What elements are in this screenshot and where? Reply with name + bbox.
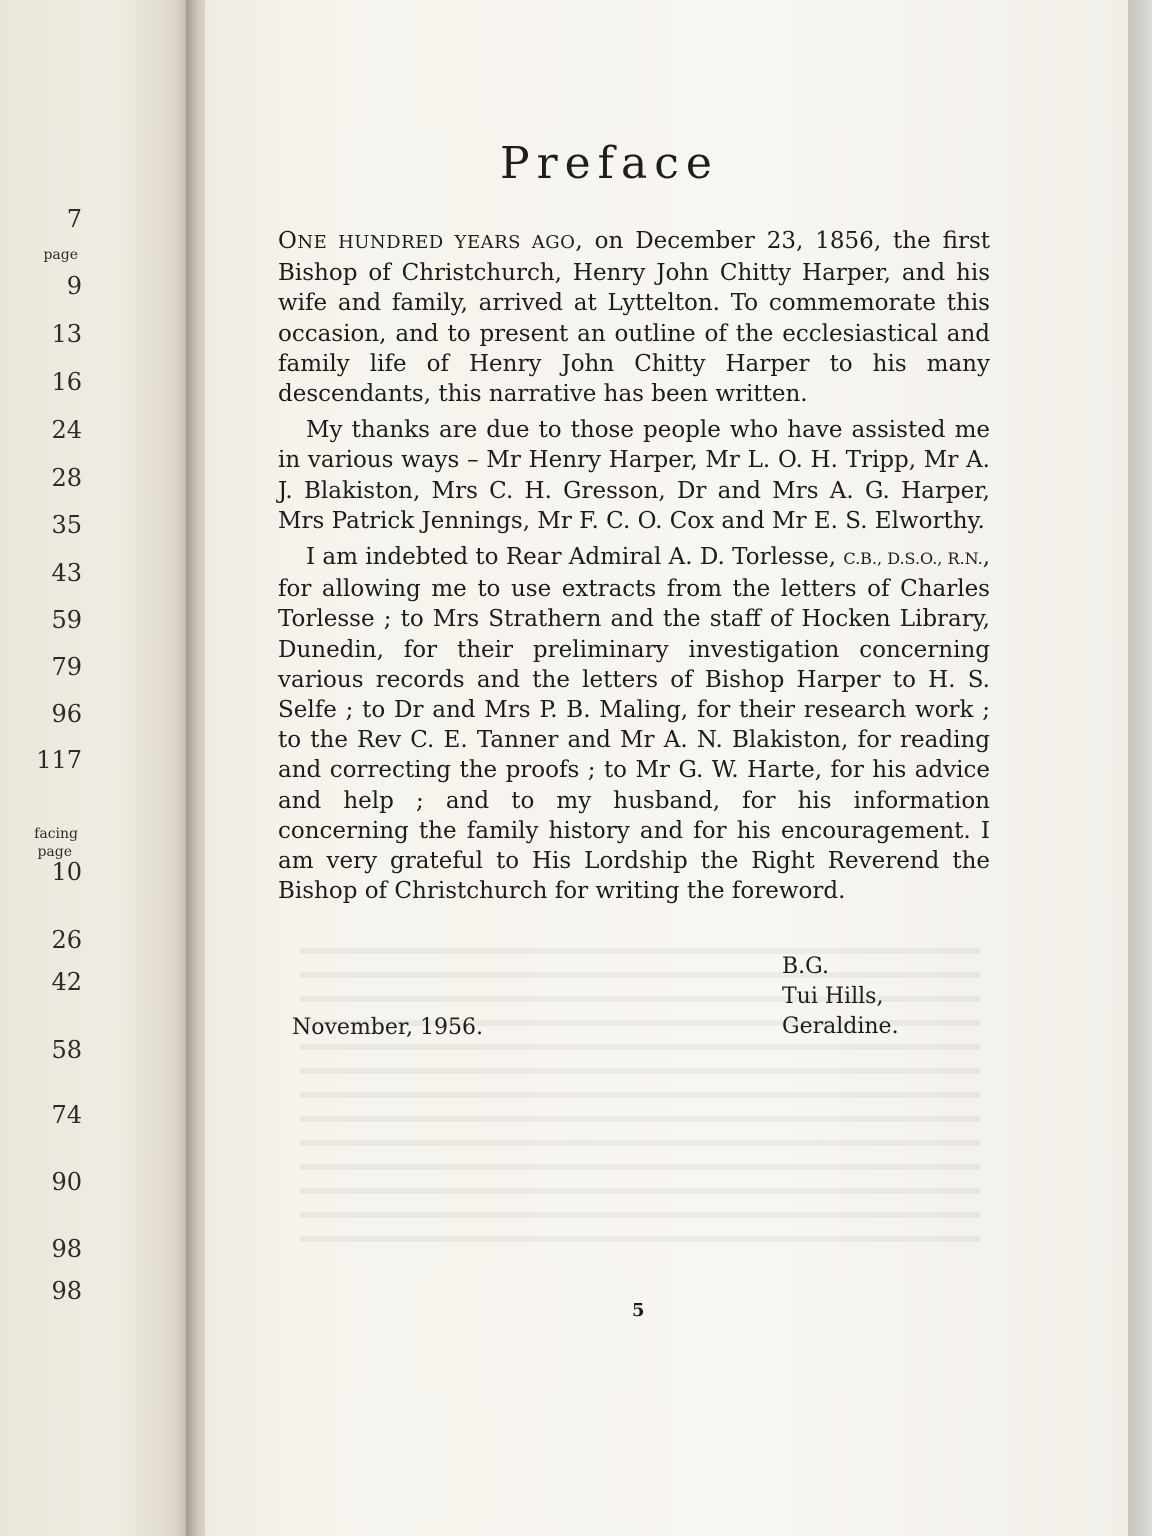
paragraph-1 [278,226,990,409]
contents-number: 24 [51,416,82,444]
contents-number: 16 [51,368,82,396]
preface-date: November, 1956. [292,1015,483,1040]
paragraph-3 [278,542,990,906]
contents-number: 79 [51,653,82,681]
plate-number: 90 [51,1168,82,1196]
contents-number: 9 [66,272,82,300]
contents-page-numbers [0,0,82,1536]
plate-number: 26 [51,926,82,954]
contents-number: 28 [51,464,82,492]
signature-town: Geraldine. [782,1014,899,1039]
facing-page-label: page [37,844,72,860]
preface-body [278,226,990,912]
signature-block [782,952,899,1042]
background-surface [1128,0,1152,1536]
signature-place: Tui Hills, [782,984,884,1009]
honours-small-caps: C.B., D.S.O., R.N. [843,549,983,569]
plate-number: 98 [51,1277,82,1305]
contents-number: 117 [36,746,82,774]
plate-number: 74 [51,1101,82,1129]
paragraph-2: My thanks are due to those people who have assisted me in various ways – Mr Henry Harper, Mr L. O. H. Tripp, Mr A. J. Blakiston, Mrs C. H. Gresson, Dr and Mrs A. G. Harper, Mrs Patrick Jennings, Mr F. C. O. Cox and Mr E. S. Elworthy. [278,417,990,534]
plate-number: 42 [51,968,82,996]
signature-initials: B.G. [782,954,829,979]
contents-number: 13 [51,320,82,348]
contents-number: 7 [66,205,82,233]
contents-number: 59 [51,606,82,634]
small-caps-opening [278,228,576,254]
contents-number: 43 [51,559,82,587]
plate-number: 58 [51,1036,82,1064]
opening-small-caps: NE HUNDRED YEARS AGO [297,232,576,253]
page-label: page [43,247,78,263]
paragraph-3-text: , for allowing me to use extracts from the letters of Charles Torlesse ; to Mrs Strathern and the staff of Hocken Library, Dunedin, for their preliminary investigation concerning various records and the letters of Bishop Harper to H. S. Selfe ; to Dr and Mrs P. B. Maling, for their research work ; to the Rev C. E. Tanner and Mr A. N. Blakiston, for reading and correcting the proofs ; to Mr G. W. Harte, for his advice and help ; and to my husband, for his information concerning the family history and for his encouragement. I am very grateful to His Lordship the Right Reverend the Bishop of Christchurch for writing the foreword. [278,544,990,905]
paragraph-3-start: I am indebted to Rear Admiral A. D. Torlesse, [306,544,844,571]
plate-number: 10 [51,858,82,886]
facing-label: facing [34,826,78,842]
page-number: 5 [632,1300,645,1321]
plate-number: 98 [51,1235,82,1263]
page-title: Preface [500,138,719,189]
paragraph-1-text: , on December 23, 1856, the first Bishop of Christchurch, Henry John Chitty Harper, and his wife and family, arrived at Lyttelton. To commemorate this occasion, and to present an outline of the ecclesiastical and family life of Henry John Chitty Harper to his many descendants, this narrative has been written. [278,228,990,408]
contents-number: 35 [51,511,82,539]
contents-number: 96 [51,700,82,728]
opening-capital: O [278,228,298,254]
